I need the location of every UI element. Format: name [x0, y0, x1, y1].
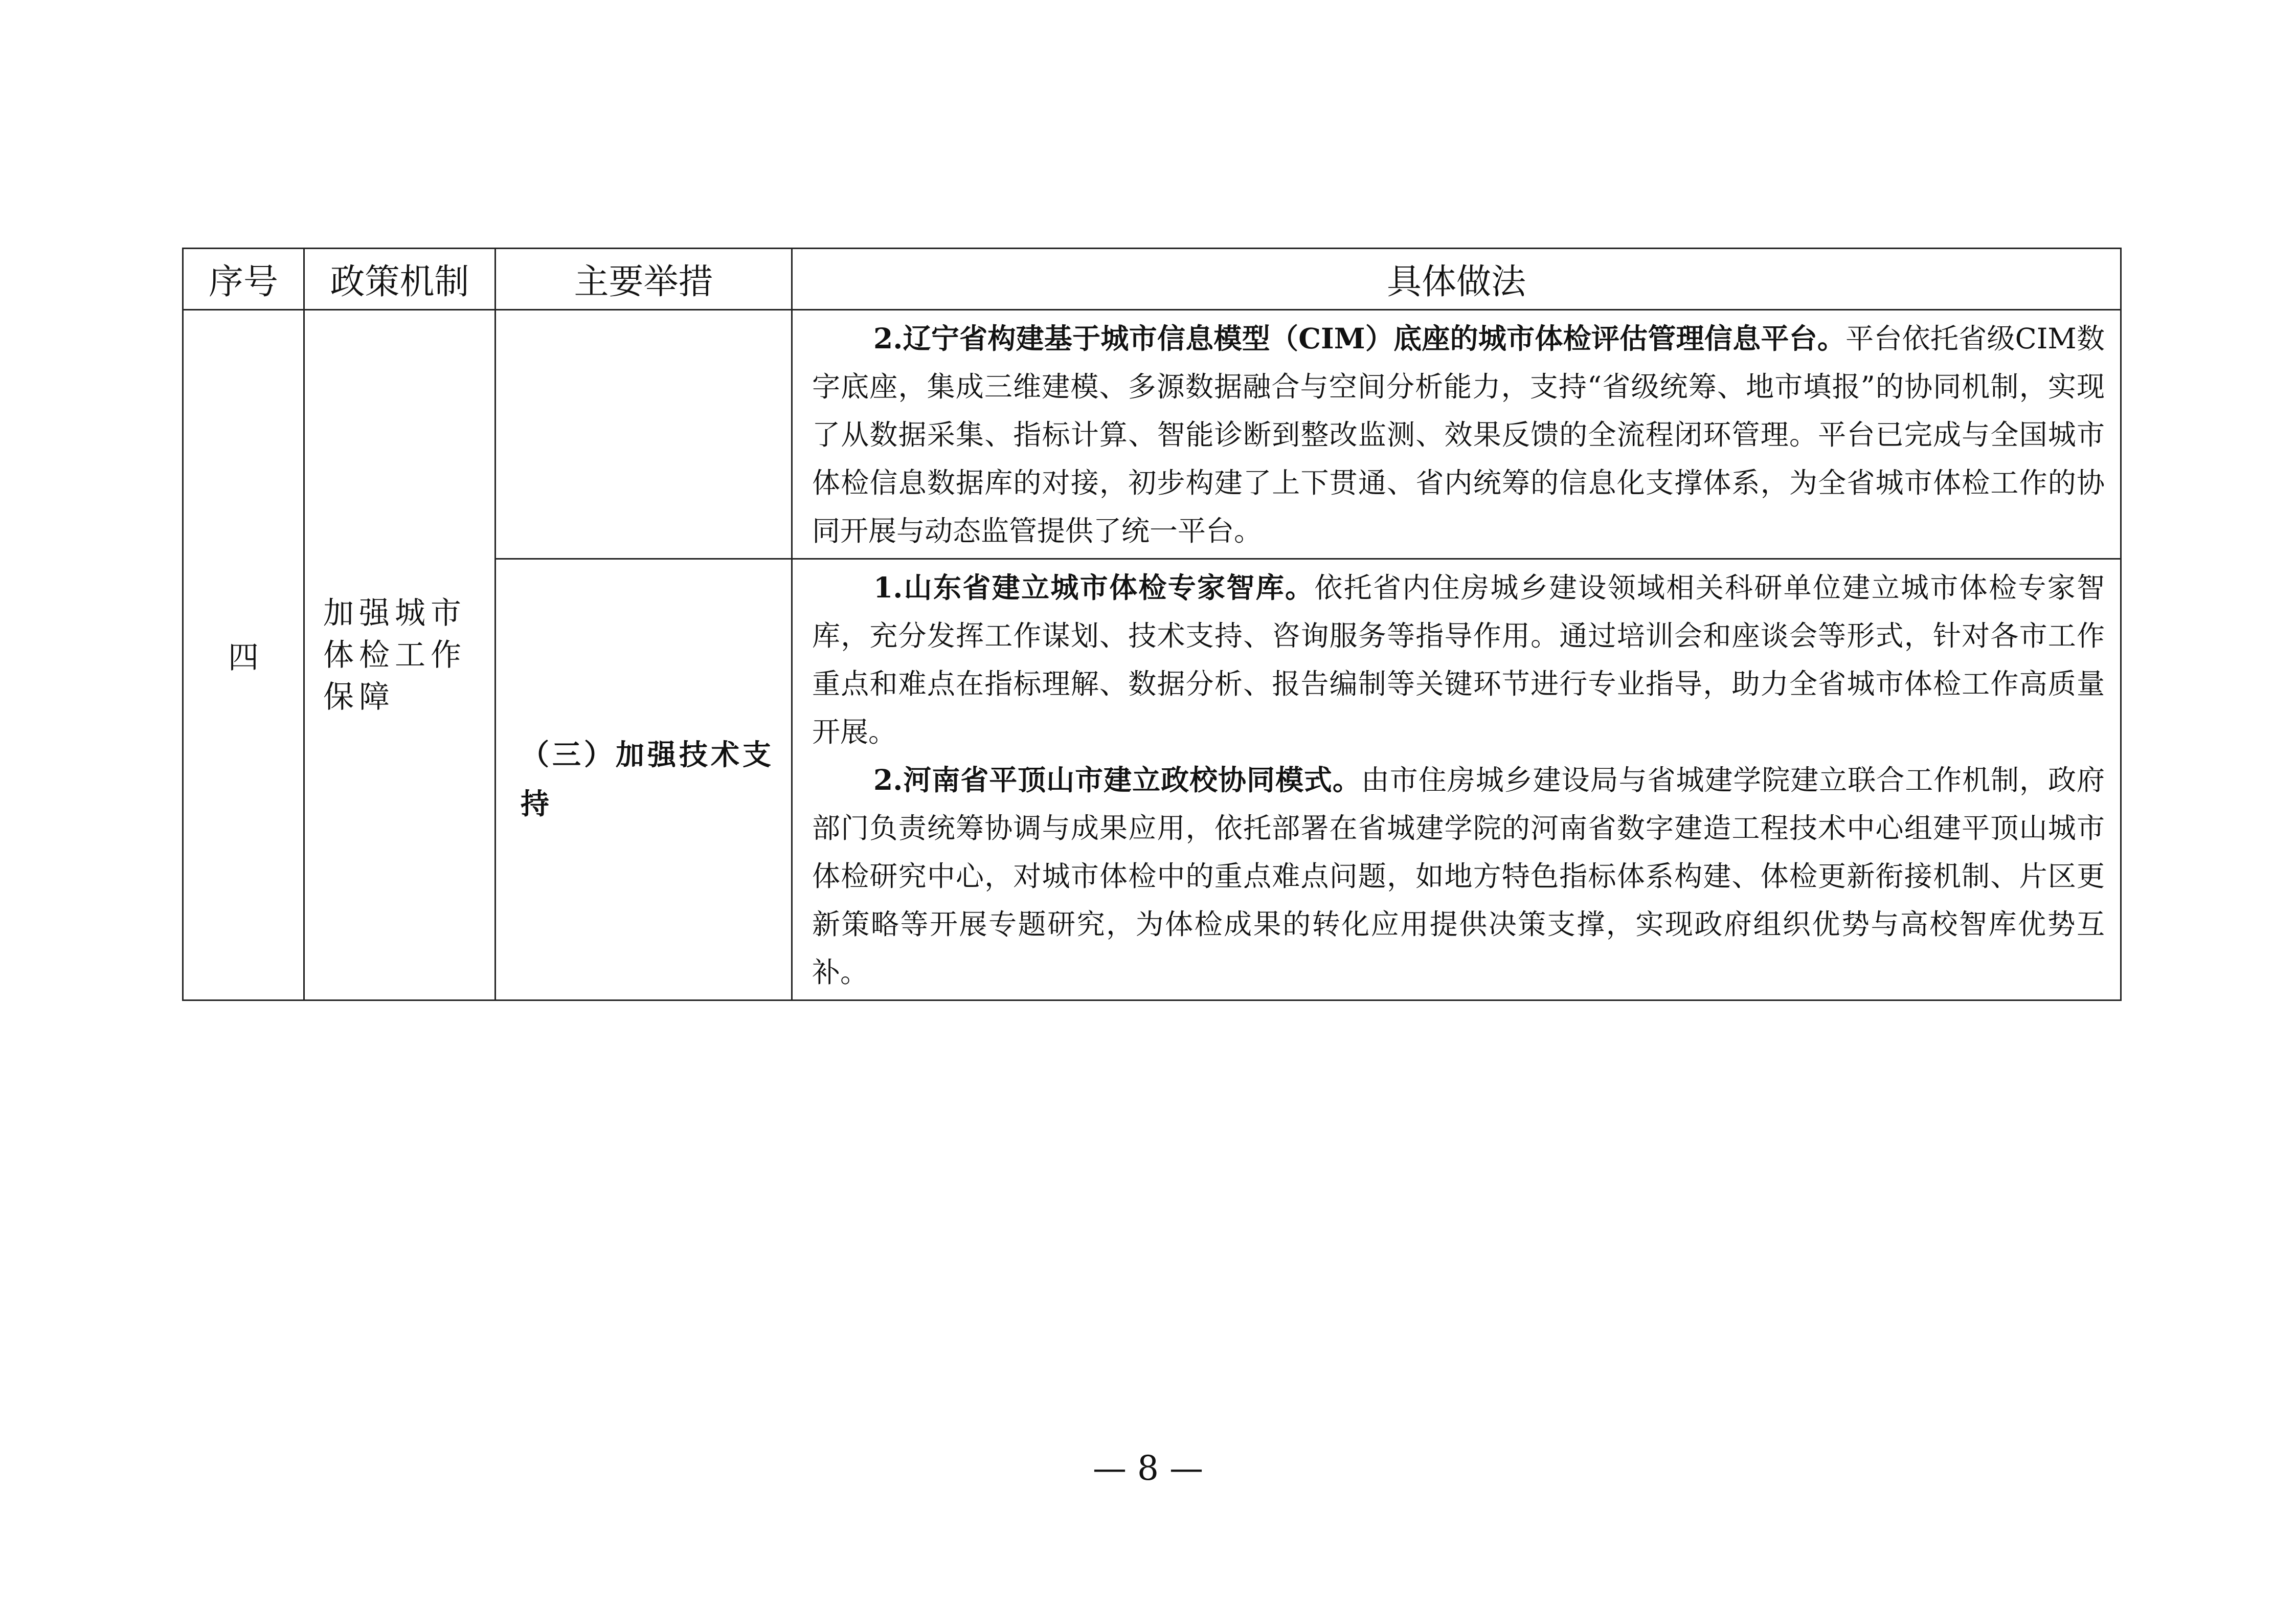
- practice-body: 依托省内住房城乡建设领域相关科研单位建立城市体检专家智库，充分发挥工作谋划、技术支持、咨询服务等指导作用。通过培训会和座谈会等形式，针对各市工作重点和难点在指标理解、数据分析、报告编制等关键环节进行专业指导，助力全省城市体检工作高质量开展。: [812, 571, 2105, 748]
- practice-body: 由市住房城乡建设局与省城建学院建立联合工作机制，政府部门负责统筹协调与成果应用，依托部署在省城建学院的河南省数字建造工程技术中心组建平顶山城市体检研究中心，对城市体检中的重点难点问题，如地方特色指标体系构建、体检更新衔接机制、片区更新策略等开展专题研究，为体检成果的转化应用提供决策支撑，实现政府组织优势与高校智库优势互补。: [812, 764, 2105, 989]
- practice-cell-liaoning: [792, 310, 2121, 559]
- table-header-row: [183, 249, 2121, 310]
- header-practice: 具体做法: [792, 249, 2121, 310]
- practice-cell-tech-support: [792, 559, 2121, 1000]
- practice-title: 2.河南省平顶山市建立政校协同模式。: [873, 763, 1361, 796]
- practice-body: 平台依托省级CIM数字底座，集成三维建模、多源数据融合与空间分析能力，支持“省级统筹、地市填报”的协同机制，实现了从数据采集、指标计算、智能诊断到整改监测、效果反馈的全流程闭环管理。平台已完成与全国城市体检信息数据库的对接，初步构建了上下贯通、省内统筹的信息化支撑体系，为全省城市体检工作的协同开展与动态监管提供了统一平台。: [812, 322, 2105, 547]
- header-seq: 序号: [183, 249, 304, 310]
- mechanism-cell: 加强城市体检工作保障: [304, 310, 496, 1000]
- policy-table: [182, 248, 2122, 1001]
- table-row: [183, 310, 2121, 559]
- practice-title: 1.山东省建立城市体检专家智库。: [873, 571, 1315, 604]
- practice-paragraph: [812, 315, 2105, 555]
- practice-paragraph: [812, 756, 2105, 996]
- measure-cell-empty: [496, 310, 792, 559]
- page-number: — 8 —: [1093, 1449, 1203, 1488]
- seq-cell: 四: [183, 310, 304, 1000]
- measure-cell-tech-support: （三）加强技术支持: [496, 559, 792, 1000]
- practice-paragraph: [812, 564, 2105, 756]
- header-measure: 主要举措: [496, 249, 792, 310]
- practice-title: 2.辽宁省构建基于城市信息模型（CIM）底座的城市体检评估管理信息平台。: [873, 322, 1846, 355]
- header-mechanism: 政策机制: [304, 249, 496, 310]
